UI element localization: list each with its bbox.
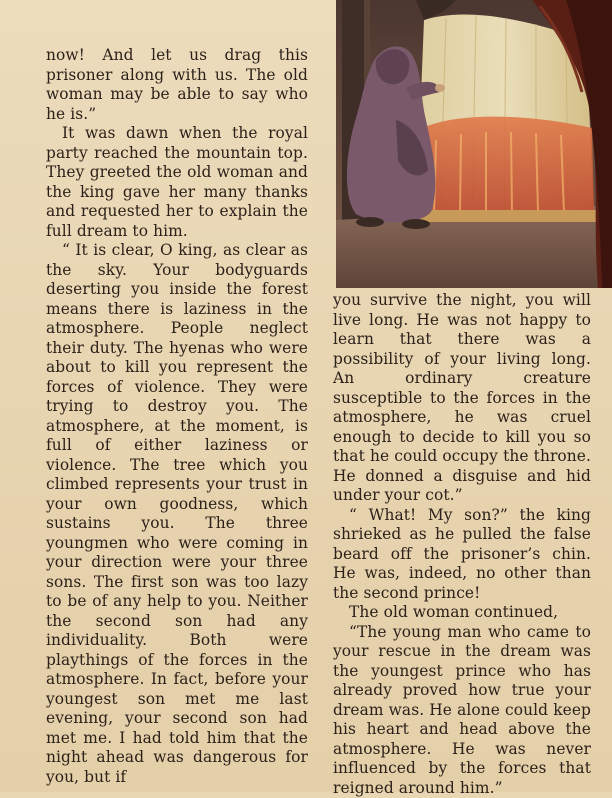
paragraph-4: you survive the night, you will live long. He was not happy to learn that there was a possibility of your living long. An ordinary creature susceptible to the forces in the atmosphere, he was cruel enough to decide to kill you so that he could occupy the throne. He donned a disguise and hid under your cot.” xyxy=(333,291,591,506)
right-text-column xyxy=(333,291,591,798)
paragraph-3: “ It is clear, O king, as clear as the sky. Your bodyguards deserting you inside the forest means there is laziness in the atmosphere. People neglect their duty. The hyenas who were about to kill you represent the forces of violence. They were trying to destroy you. The atmosphere, at the moment, is full of either laziness or violence. The tree which you climbed represents your trust in your own goodness, which sustains you. The three youngmen who were coming in your direction were your three sons. The first son was too lazy to be of any help to you. Neither the second son had any individuality. Both were playthings of the forces in the atmosphere. In fact, before your youngest son met me last evening, your second son had met me. I had told him that the night ahead was dangerous for you, but if xyxy=(46,241,308,787)
left-text-column xyxy=(46,46,308,787)
paragraph-5: “ What! My son?” the king shrieked as he pulled the false beard off the prisoner’s chin. He was, indeed, no other than the second prince! xyxy=(333,506,591,604)
paragraph-2: It was dawn when the royal party reached the mountain top. They greeted the old woman and the king gave her many thanks and requested her to explain the full dream to him. xyxy=(46,124,308,241)
story-illustration xyxy=(336,0,612,288)
paragraph-1: now! And let us drag this prisoner along with us. The old woman may be able to say who he is.” xyxy=(46,46,308,124)
paragraph-6: The old woman continued, xyxy=(333,603,591,623)
paragraph-7: “The young man who came to your rescue in the dream was the youngest prince who has already proved how true your dream was. He alone could keep his heart and head above the atmosphere. He was never influenced by the forces that reigned around him.” xyxy=(333,623,591,798)
